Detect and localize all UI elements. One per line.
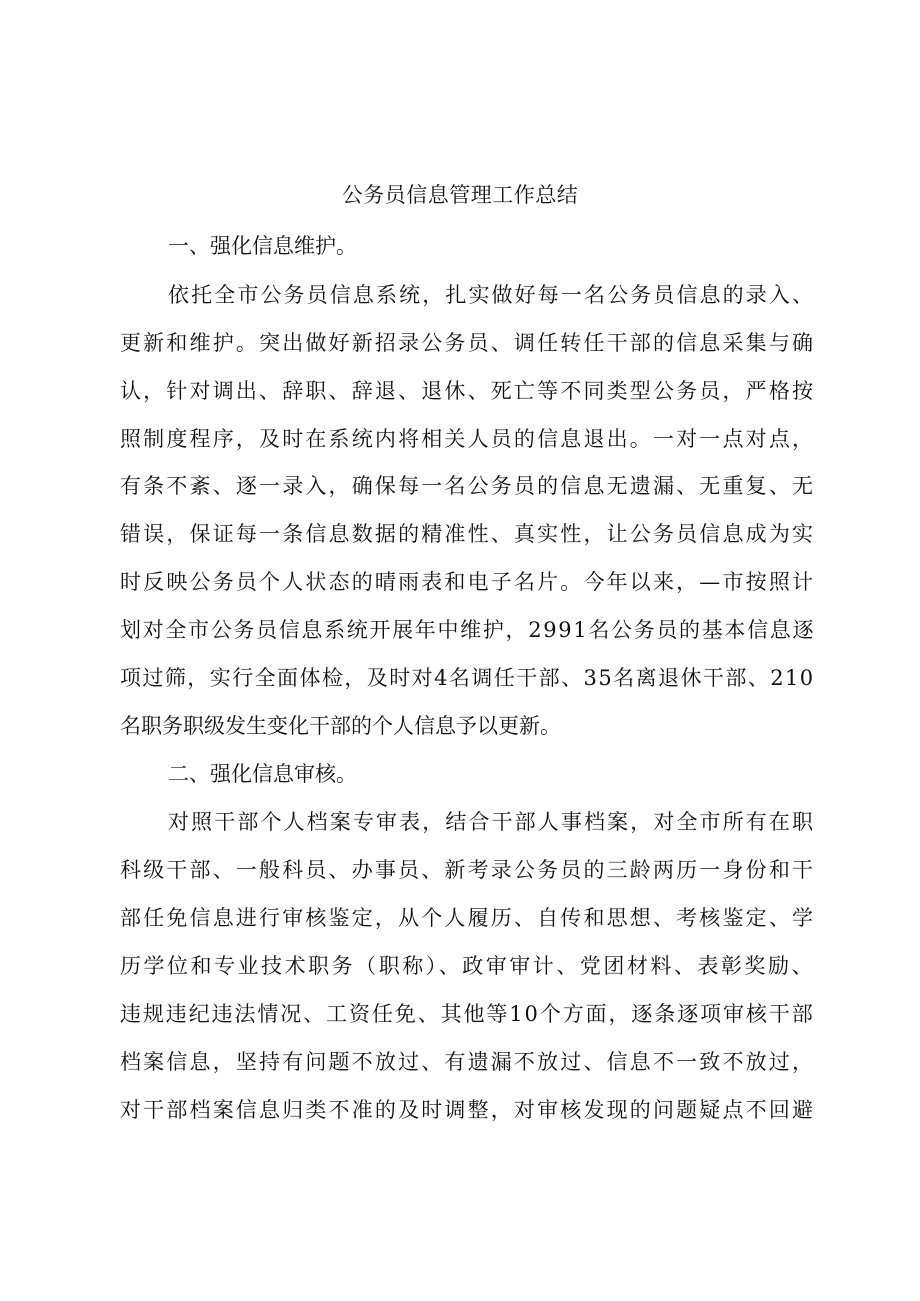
- paragraph-line: 部任免信息进行审核鉴定，从个人履历、自传和思想、考核鉴定、学: [120, 906, 816, 930]
- document-title: 公务员信息管理工作总结: [341, 183, 579, 207]
- paragraph-line: 对干部档案信息归类不准的及时调整，对审核发现的问题疑点不回避: [120, 1098, 816, 1122]
- paragraph-line: 项过筛，实行全面体检，及时对4名调任干部、35名离退休干部、210: [120, 666, 815, 690]
- paragraph-line: 对照干部个人档案专审表，结合干部人事档案，对全市所有在职: [168, 810, 816, 834]
- paragraph-line: 错误，保证每一条信息数据的精准性、真实性，让公务员信息成为实: [120, 522, 816, 546]
- section-heading: 一、强化信息维护。: [168, 234, 357, 258]
- paragraph-line: 划对全市公务员信息系统开展年中维护，2991名公务员的基本信息逐: [120, 618, 816, 642]
- paragraph-line: 依托全市公务员信息系统，扎实做好每一名公务员信息的录入、: [168, 283, 816, 307]
- paragraph-line: 认，针对调出、辞职、辞退、退休、死亡等不同类型公务员，严格按: [120, 379, 816, 403]
- paragraph-line: 名职务职级发生变化干部的个人信息予以更新。: [120, 714, 561, 738]
- paragraph-line: 历学位和专业技术职务（职称）、政审审计、党团材料、表彰奖励、: [120, 954, 816, 978]
- paragraph-line: 违规违纪违法情况、工资任免、其他等10个方面，逐条逐项审核干部: [120, 1002, 815, 1026]
- section-heading: 二、强化信息审核。: [168, 762, 357, 786]
- paragraph-line: 档案信息，坚持有问题不放过、有遗漏不放过、信息不一致不放过，: [120, 1050, 816, 1074]
- paragraph-line: 科级干部、一般科员、办事员、新考录公务员的三龄两历一身份和干: [120, 858, 816, 882]
- paragraph-line: 照制度程序，及时在系统内将相关人员的信息退出。一对一点对点，: [120, 427, 816, 451]
- paragraph-line: 时反映公务员个人状态的晴雨表和电子名片。今年以来，—市按照计: [120, 570, 816, 594]
- paragraph-line: 更新和维护。突出做好新招录公务员、调任转任干部的信息采集与确: [120, 331, 816, 355]
- paragraph-line: 有条不紊、逐一录入，确保每一名公务员的信息无遗漏、无重复、无: [120, 474, 816, 498]
